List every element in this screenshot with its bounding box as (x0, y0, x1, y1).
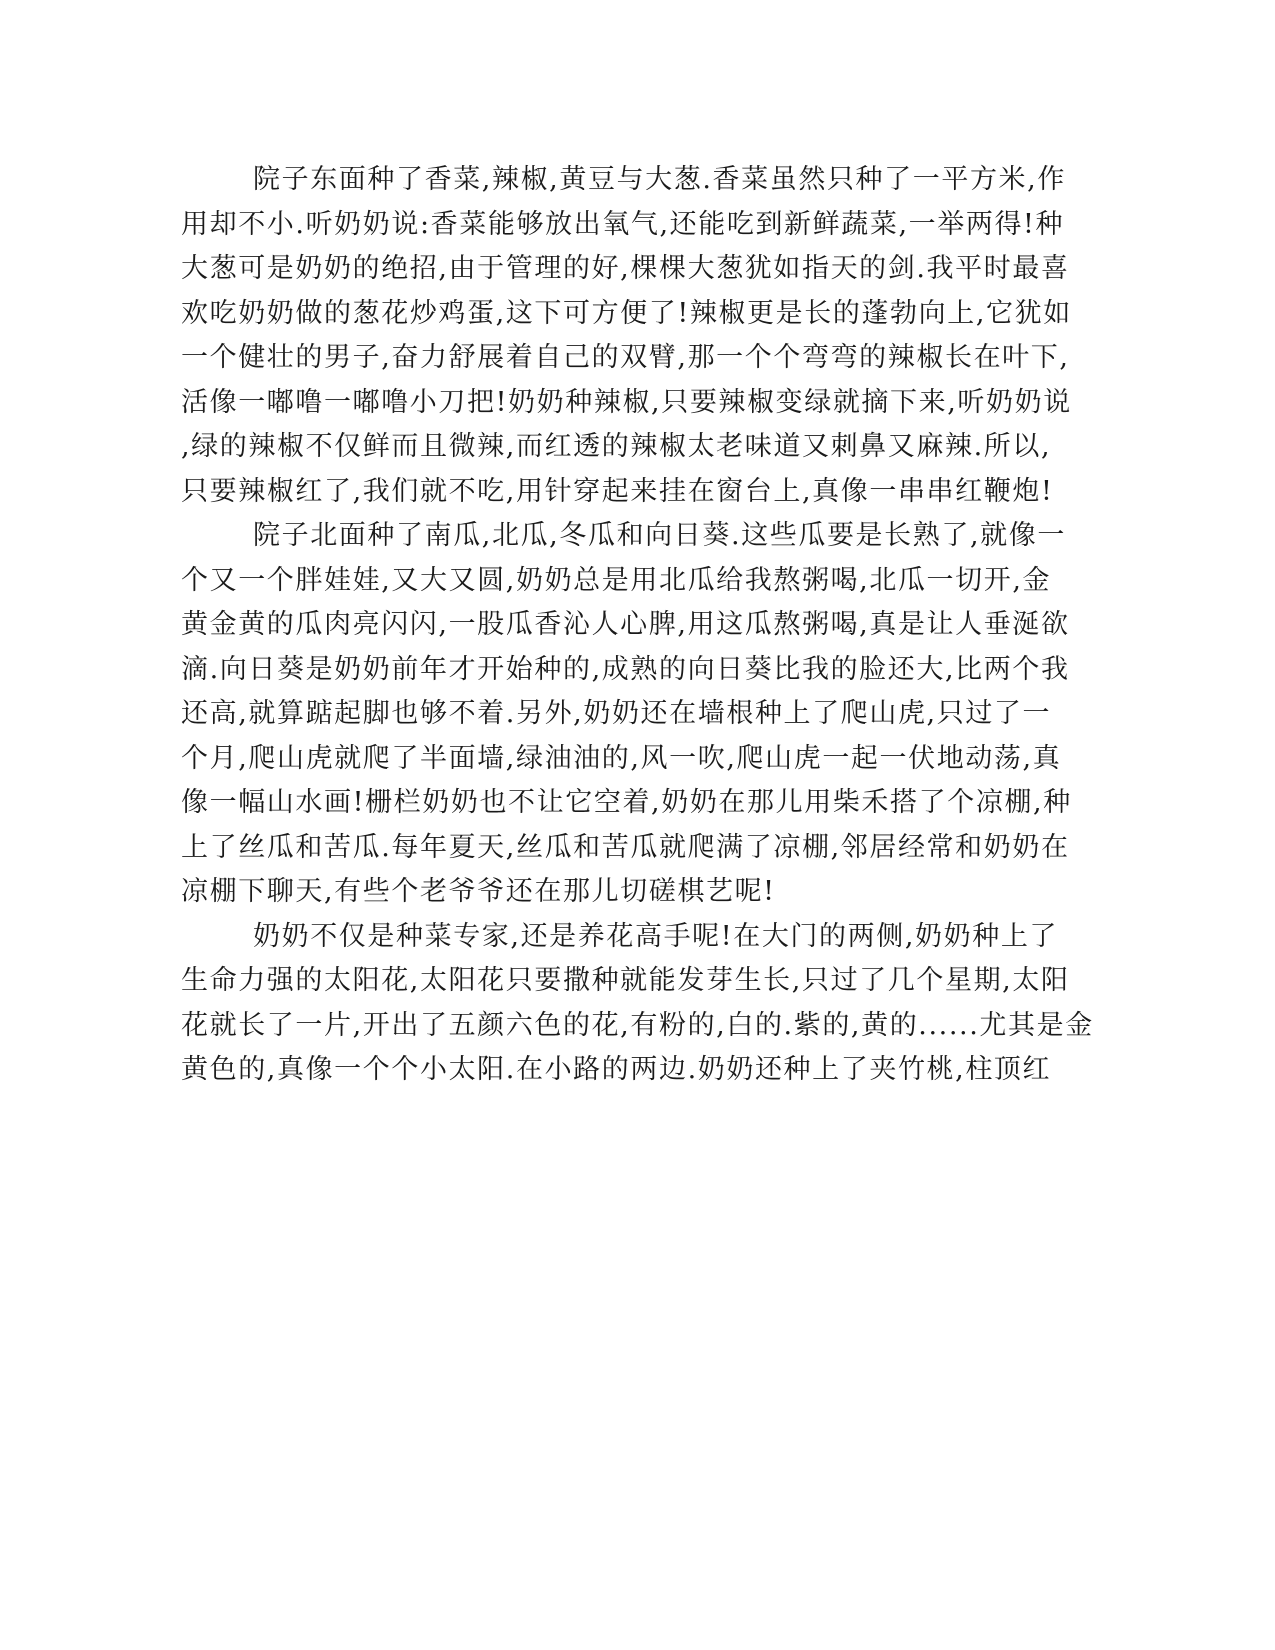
text-line: 凉棚下聊天,有些个老爷爷还在那儿切磋棋艺呢! (181, 876, 776, 907)
text-line: 像一幅山水画!栅栏奶奶也不让它空着,奶奶在那儿用柴禾搭了个凉棚,种 (181, 787, 1072, 818)
text-line: 上了丝瓜和苦瓜.每年夏天,丝瓜和苦瓜就爬满了凉棚,邻居经常和奶奶在 (181, 831, 1070, 863)
text-line: 生命力强的太阳花,太阳花只要撒种就能发芽生长,只过了几个星期,太阳 (181, 965, 1070, 996)
paragraph-flowers (181, 915, 1094, 1093)
text-line: 个又一个胖娃娃,又大又圆,奶奶总是用北瓜给我熬粥喝,北瓜一切开,金 (181, 564, 1052, 596)
text-line: 活像一嘟噜一嘟噜小刀把!奶奶种辣椒,只要辣椒变绿就摘下来,听奶奶说 (181, 386, 1072, 418)
text-line: 一个健壮的男子,奋力舒展着自己的双臂,那一个个弯弯的辣椒长在叶下, (181, 342, 1070, 373)
text-line: 院子东面种了香菜,辣椒,黄豆与大葱.香菜虽然只种了一平方米,作 (253, 164, 1066, 195)
text-line: 欢吃奶奶做的葱花炒鸡蛋,这下可方便了!辣椒更是长的蓬勃向上,它犹如 (181, 297, 1072, 329)
text-line: 滴.向日葵是奶奶前年才开始种的,成熟的向日葵比我的脸还大,比两个我 (181, 653, 1070, 685)
text-line: 院子北面种了南瓜,北瓜,冬瓜和向日葵.这些瓜要是长熟了,就像一 (253, 520, 1066, 551)
paragraph-east-yard (181, 158, 1072, 514)
text-line: ,绿的辣椒不仅鲜而且微辣,而红透的辣椒太老味道又刺鼻又麻辣.所以, (181, 431, 1052, 462)
text-line: 黄金黄的瓜肉亮闪闪,一股瓜香沁人心脾,用这瓜熬粥喝,真是让人垂涎欲 (181, 609, 1070, 640)
document-page (181, 158, 1094, 1093)
paragraph-north-yard (181, 514, 1072, 915)
text-line: 大葱可是奶奶的绝招,由于管理的好,棵棵大葱犹如指天的剑.我平时最喜 (181, 253, 1070, 284)
text-line: 黄色的,真像一个个小太阳.在小路的两边.奶奶还种上了夹竹桃,柱顶红 (181, 1054, 1052, 1085)
text-line: 只要辣椒红了,我们就不吃,用针穿起来挂在窗台上,真像一串串红鞭炮! (181, 475, 1054, 507)
text-line: 奶奶不仅是种菜专家,还是养花高手呢!在大门的两侧,奶奶种上了 (253, 920, 1059, 952)
text-line: 还高,就算踮起脚也够不着.另外,奶奶还在墙根种上了爬山虎,只过了一 (181, 698, 1052, 729)
text-line: 用却不小.听奶奶说:香菜能够放出氧气,还能吃到新鲜蔬菜,一举两得!种 (181, 208, 1065, 240)
text-line: 个月,爬山虎就爬了半面墙,绿油油的,风一吹,爬山虎一起一伏地动荡,真 (181, 742, 1062, 774)
text-line: 花就长了一片,开出了五颜六色的花,有粉的,白的.紫的,黄的......尤其是金 (181, 1009, 1094, 1041)
